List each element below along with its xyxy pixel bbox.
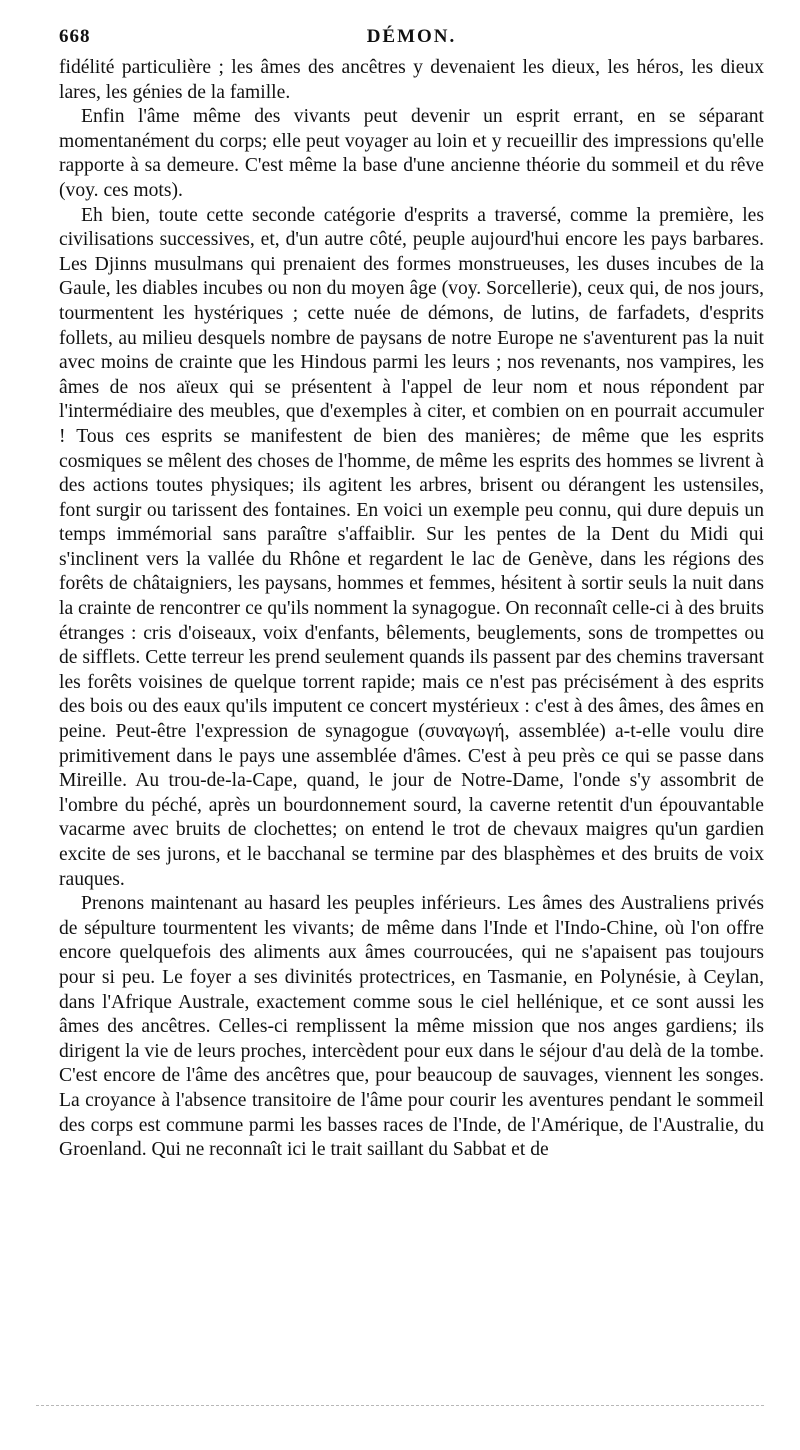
body-text [59, 56, 764, 1163]
running-title: DÉMON. [366, 26, 457, 47]
paragraph-4: Prenons maintenant au hasard les peuples inférieurs. Les âmes des Australiens privés de sépulture tourmentent les vivants; de même dans l'Inde et l'Indo-Chine, où l'on offre encore quelquefois des aliments aux âmes courroucées, qui ne s'apaisent pas toujours pour si peu. Le foyer a ses divinités protectrices, en Tasmanie, en Polynésie, à Ceylan, dans l'Afrique Australe, exactement comme sous le ciel hellénique, et ce sont aussi les âmes des ancêtres. Celles-ci remplissent la même mission que nos anges gardiens; ils dirigent la vie de leurs proches, intercèdent pour eux dans le séjour d'au delà de la tombe. C'est encore de l'âme des ancêtres que, pour beaucoup de sauvages, viennent les songes. La croyance à l'absence transitoire de l'âme pour courir les aventures pendant le sommeil des corps est commune parmi les basses races de l'Inde, de l'Amérique, de l'Australie, du Groenland. Qui ne reconnaît ici le trait saillant du Sabbat et de [59, 893, 764, 1161]
running-head [59, 26, 764, 56]
page-number: 668 [59, 26, 91, 47]
paragraph-2: Enfin l'âme même des vivants peut devenir un esprit errant, en se séparant momentanément du corps; elle peut voyager au loin et y recueillir des impressions qu'elle rapporte à sa demeure. C'est même la base d'une ancienne théorie du sommeil et du rêve (voy. ces mots). [59, 106, 764, 201]
paragraph-3: Eh bien, toute cette seconde catégorie d'esprits a traversé, comme la première, les civilisations successives, et, d'un autre côté, peuple aujourd'hui encore les pays barbares. Les Djinns musulmans qui prenaient des formes monstrueuses, les duses incubes de la Gaule, les diables incubes ou non du moyen âge (voy. Sorcellerie), ceux qui, de nos jours, tourmentent les hystériques ; cette nuée de démons, de lutins, de farfadets, d'esprits follets, au milieu desquels nombre de paysans de notre Europe ne s'aventurent pas la nuit avec moins de crainte que les Hindous parmi les leurs ; nos revenants, nos vampires, les âmes de nos aïeux qui se présentent à l'appel de leur nom et nous répondent par l'intermédiaire des meubles, que d'exemples à citer, et combien on en pourrait accumuler ! Tous ces esprits se manifestent de bien des manières; de même que les esprits cosmiques se mêlent des choses de l'homme, de même les esprits des hommes se livrent à des actions toutes physiques; ils agitent les arbres, brisent ou dérangent les ustensiles, font surgir ou tarissent des fontaines. En voici un exemple peu connu, qui dure depuis un temps immémorial sans paraître s'affaiblir. Sur les pentes de la Dent du Midi qui s'inclinent vers la vallée du Rhône et regardent le lac de Genève, dans les régions des forêts de châtaigniers, les paysans, hommes et femmes, hésitent à sortir seuls la nuit dans la crainte de rencontrer ce qu'ils nomment la synagogue. On reconnaît celle-ci à des bruits étranges : cris d'oiseaux, voix d'enfants, bêlements, beuglements, sons de trompettes ou de sifflets. Cette terreur les prend seulement quands ils passent par des chemins traversant les forêts voisines de quelque torrent rapide; mais ce n'est pas précisément à des esprits des bois ou des eaux qu'ils imputent ce concert mystérieux : c'est à des âmes, des âmes en peine. Peut-être l'expression de synagogue (συναγωγή, assemblée) a-t-elle voulu dire primitivement dans le pays une assemblée d'âmes. C'est à peu près ce qui se passe dans Mireille. Au trou-de-la-Cape, quand, le jour de Notre-Dame, l'onde s'y assombrit de l'ombre du péché, après un bourdonnement sourd, la caverne retentit d'un épouvantable vacarme avec bruits de clochettes; on entend le trot de chevaux maigres qu'un gardien excite de ses jurons, et le bacchanal se termine par des blasphèmes et des bruits de voix rauques. [59, 204, 764, 890]
paragraph-1: fidélité particulière ; les âmes des ancêtres y devenaient les dieux, les héros, les dieux lares, les génies de la famille. [59, 57, 764, 103]
bottom-rule [36, 1405, 764, 1406]
